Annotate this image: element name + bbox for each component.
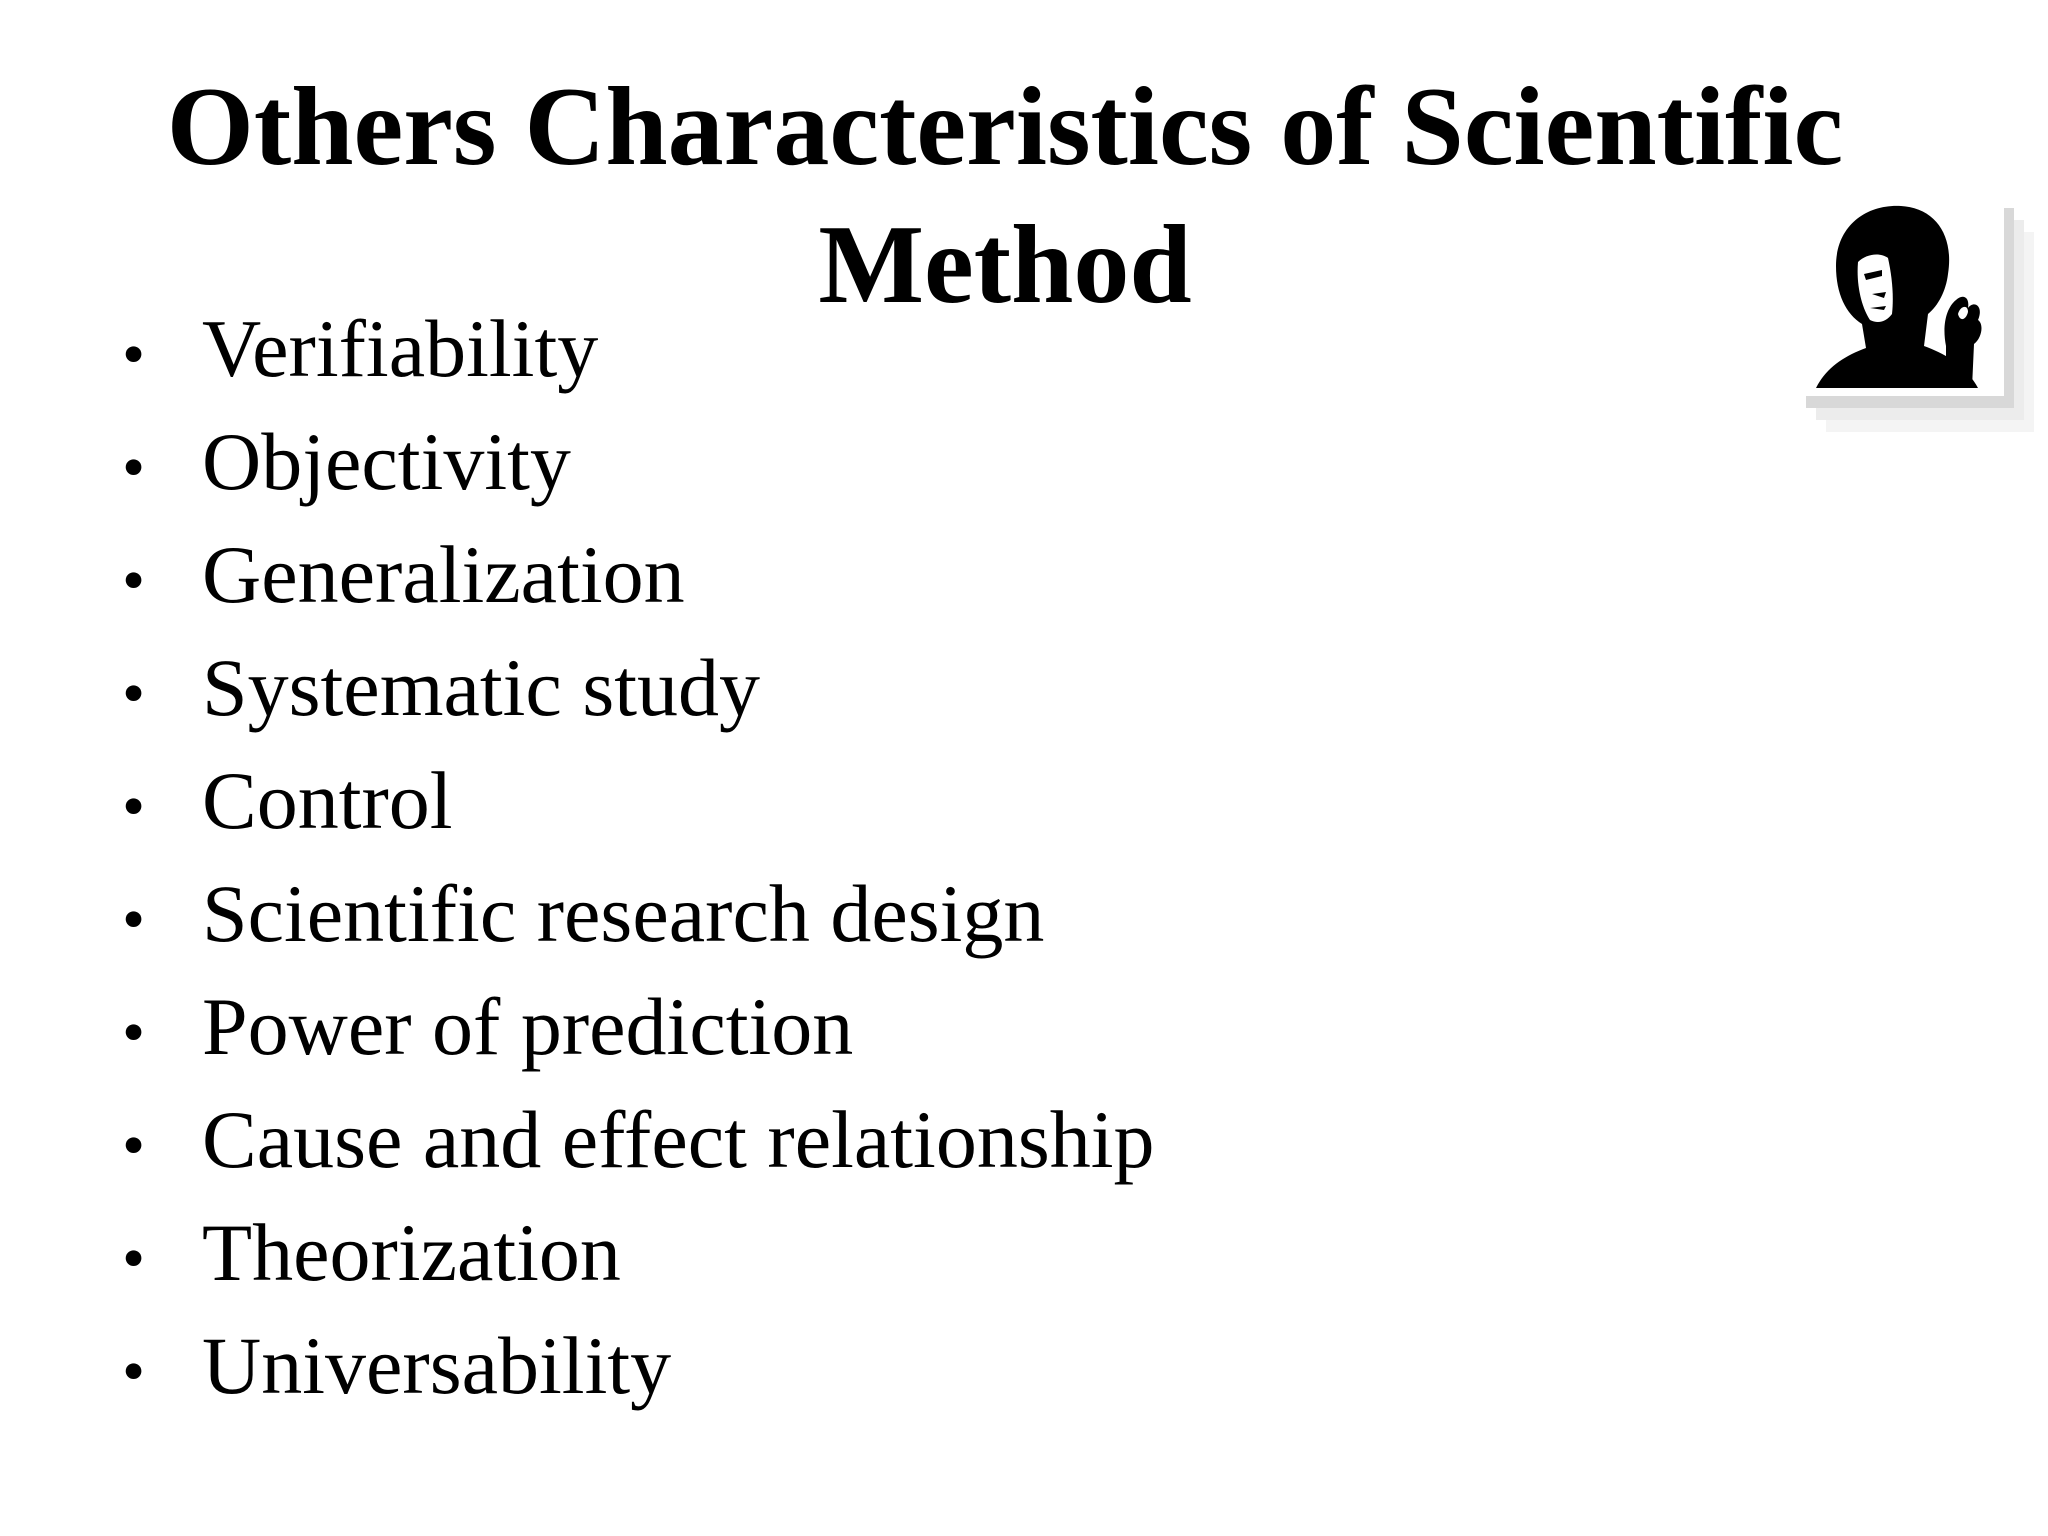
list-item bbox=[122, 1309, 1155, 1422]
bullet-text: Systematic study bbox=[202, 642, 761, 733]
portrait-image bbox=[1796, 196, 2004, 396]
bullet-icon: • bbox=[122, 1335, 146, 1408]
bullet-icon: • bbox=[122, 996, 146, 1069]
bullet-text: Objectivity bbox=[202, 416, 571, 507]
list-item bbox=[122, 1196, 1155, 1309]
bullet-icon: • bbox=[122, 657, 146, 730]
bullet-text: Power of prediction bbox=[202, 981, 854, 1072]
bullet-text: Control bbox=[202, 755, 453, 846]
list-item bbox=[122, 405, 1155, 518]
list-item bbox=[122, 292, 1155, 405]
list-item bbox=[122, 1083, 1155, 1196]
bullet-text: Scientific research design bbox=[202, 868, 1045, 959]
bullet-icon: • bbox=[122, 770, 146, 843]
bullet-text: Universability bbox=[202, 1320, 672, 1411]
portrait-silhouette-icon bbox=[1796, 196, 2004, 396]
bullet-icon: • bbox=[122, 544, 146, 617]
bullet-icon: • bbox=[122, 1109, 146, 1182]
list-item bbox=[122, 744, 1155, 857]
bullet-list bbox=[122, 292, 1155, 1422]
bullet-text: Generalization bbox=[202, 529, 685, 620]
bullet-text: Cause and effect relationship bbox=[202, 1094, 1155, 1185]
list-item bbox=[122, 857, 1155, 970]
bullet-text: Verifiability bbox=[202, 303, 599, 394]
list-item bbox=[122, 631, 1155, 744]
bullet-icon: • bbox=[122, 431, 146, 504]
list-item bbox=[122, 970, 1155, 1083]
list-item bbox=[122, 518, 1155, 631]
slide-title: Others Characteristics of Scientific Method bbox=[166, 65, 1844, 327]
bullet-text: Theorization bbox=[202, 1207, 621, 1298]
bullet-icon: • bbox=[122, 318, 146, 391]
bullet-icon: • bbox=[122, 1222, 146, 1295]
bullet-icon: • bbox=[122, 883, 146, 956]
